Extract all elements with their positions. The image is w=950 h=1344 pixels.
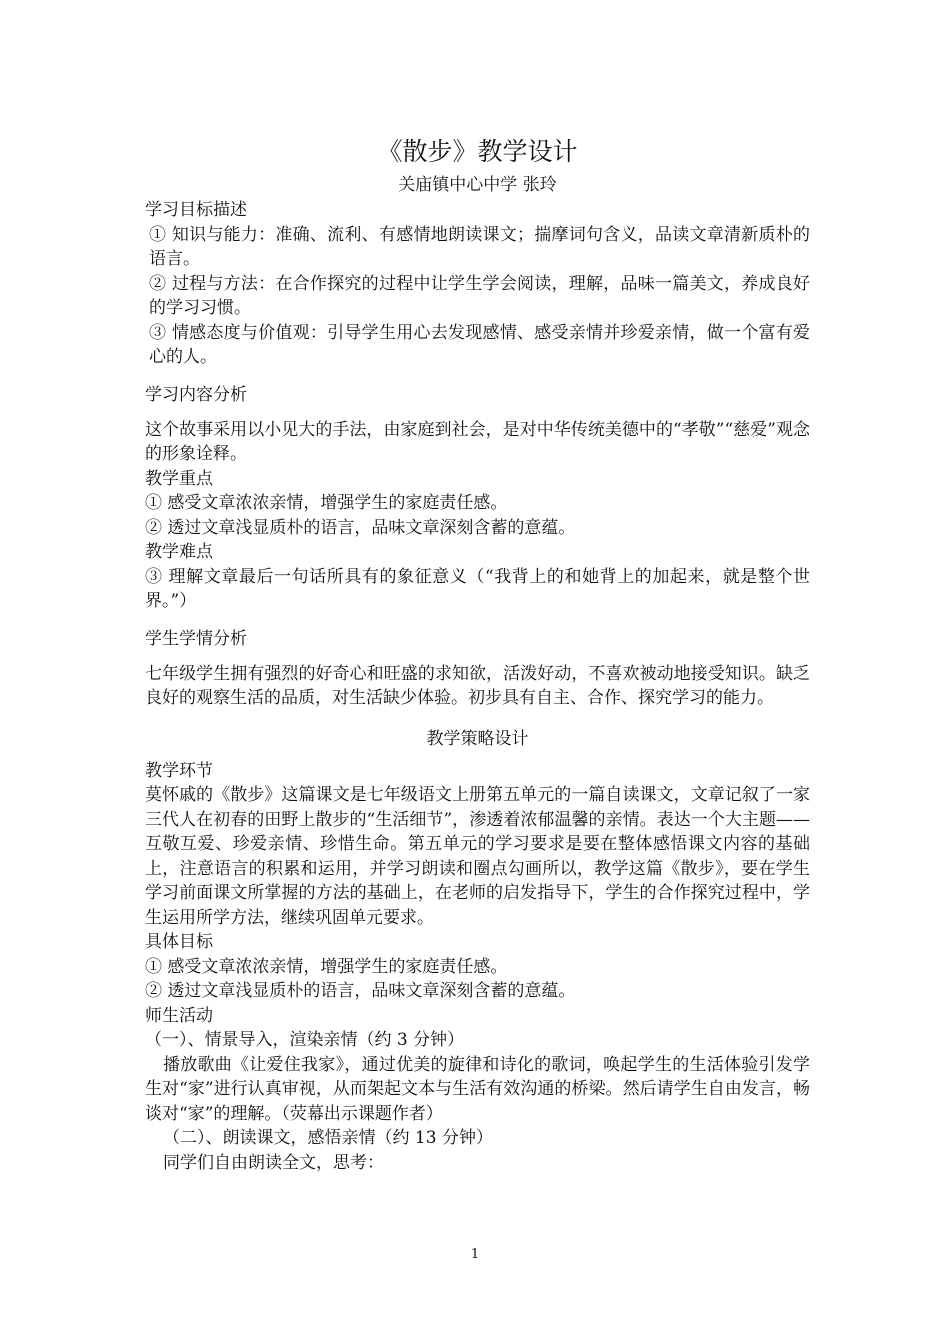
goal-item: ① 感受文章浓浓亲情，增强学生的家庭责任感。 (145, 956, 508, 977)
objective-item: ② 过程与方法：在合作探究的过程中让学生学会阅读，理解，品味一篇美文，养成良好的学习习惯。 (149, 273, 810, 318)
section-heading-students: 学生学情分析 (145, 628, 247, 649)
key-points-label: 教学重点 (145, 468, 213, 489)
goal-label: 具体目标 (145, 932, 213, 952)
activity-2-body: 同学们自由朗读全文，思考： (163, 1152, 384, 1173)
author-line: 关庙镇中心中学 张玲 (398, 175, 557, 195)
section-heading-content: 学习内容分析 (145, 384, 247, 405)
document-title: 《散步》教学设计 (377, 137, 578, 166)
section-label-objectives: 学习目标描述 (145, 200, 247, 220)
difficulty-label: 教学难点 (145, 542, 213, 562)
content-intro: 这个故事采用以小见大的手法，由家庭到社会，是对中华传统美德中的“孝敬”“慈爱”观念的形象诠释。 (145, 419, 810, 464)
objective-item: ① 知识与能力：准确、流利、有感情地朗读课文；揣摩词句含义，品读文章清新质朴的语言。 (149, 224, 810, 269)
activity-label: 师生活动 (145, 1005, 213, 1026)
section-heading-strategy: 教学策略设计 (426, 728, 529, 749)
step-body: 莫怀戚的《散步》这篇课文是七年级语文上册第五单元的一篇自读课文，文章记叙了一家三代人在初春的田野上散步的“生活细节”，渗透着浓郁温馨的亲情。表达一个大主题——互敬互爱、珍爱亲情、珍惜生命。第五单元的学习要求是要在整体感悟课文内容的基础上，注意语言的积累和运用，并学习朗读和圈点勾画所以，教学这篇《散步》，要在学生学习前面课文所掌握的方法的基础上，在老师的启发指导下，学生的合作探究过程中，学生运用所学方法，继续巩固单元要求。 (145, 785, 810, 928)
step-label: 教学环节 (145, 760, 213, 781)
activity-1-title: （一）、情景导入，渲染亲情（约 3 分钟） (145, 1030, 465, 1050)
activity-2-title: （二）、朗读课文，感悟亲情（约 13 分钟） (163, 1128, 493, 1148)
goal-item: ② 透过文章浅显质朴的语言，品味文章深刻含蓄的意蕴。 (145, 981, 576, 1001)
objective-item: ③ 情感态度与价值观：引导学生用心去发现感情、感受亲情并珍爱亲情，做一个富有爱心的人。 (149, 322, 810, 367)
students-body: 七年级学生拥有强烈的好奇心和旺盛的求知欲，活泼好动，不喜欢被动地接受知识。缺乏良好的观察生活的品质，对生活缺少体验。初步具有自主、合作、探究学习的能力。 (145, 663, 810, 708)
difficulty-item: ③ 理解文章最后一句话所具有的象征意义（“我背上的和她背上的加起来，就是整个世界。”） (145, 566, 810, 611)
activity-1-body: 播放歌曲《让爱住我家》，通过优美的旋律和诗化的歌词，唤起学生的生活体验引发学生对“家”进行认真审视，从而架起文本与生活有效沟通的桥梁。然后请学生自由发言，畅谈对“家”的理解。（荧幕出示课题作者） (145, 1054, 810, 1124)
document-page (145, 128, 810, 1175)
page-number: 1 (470, 1247, 480, 1262)
key-point-item: ① 感受文章浓浓亲情，增强学生的家庭责任感。 (145, 493, 508, 513)
key-point-item: ② 透过文章浅显质朴的语言，品味文章深刻含蓄的意蕴。 (145, 517, 576, 538)
